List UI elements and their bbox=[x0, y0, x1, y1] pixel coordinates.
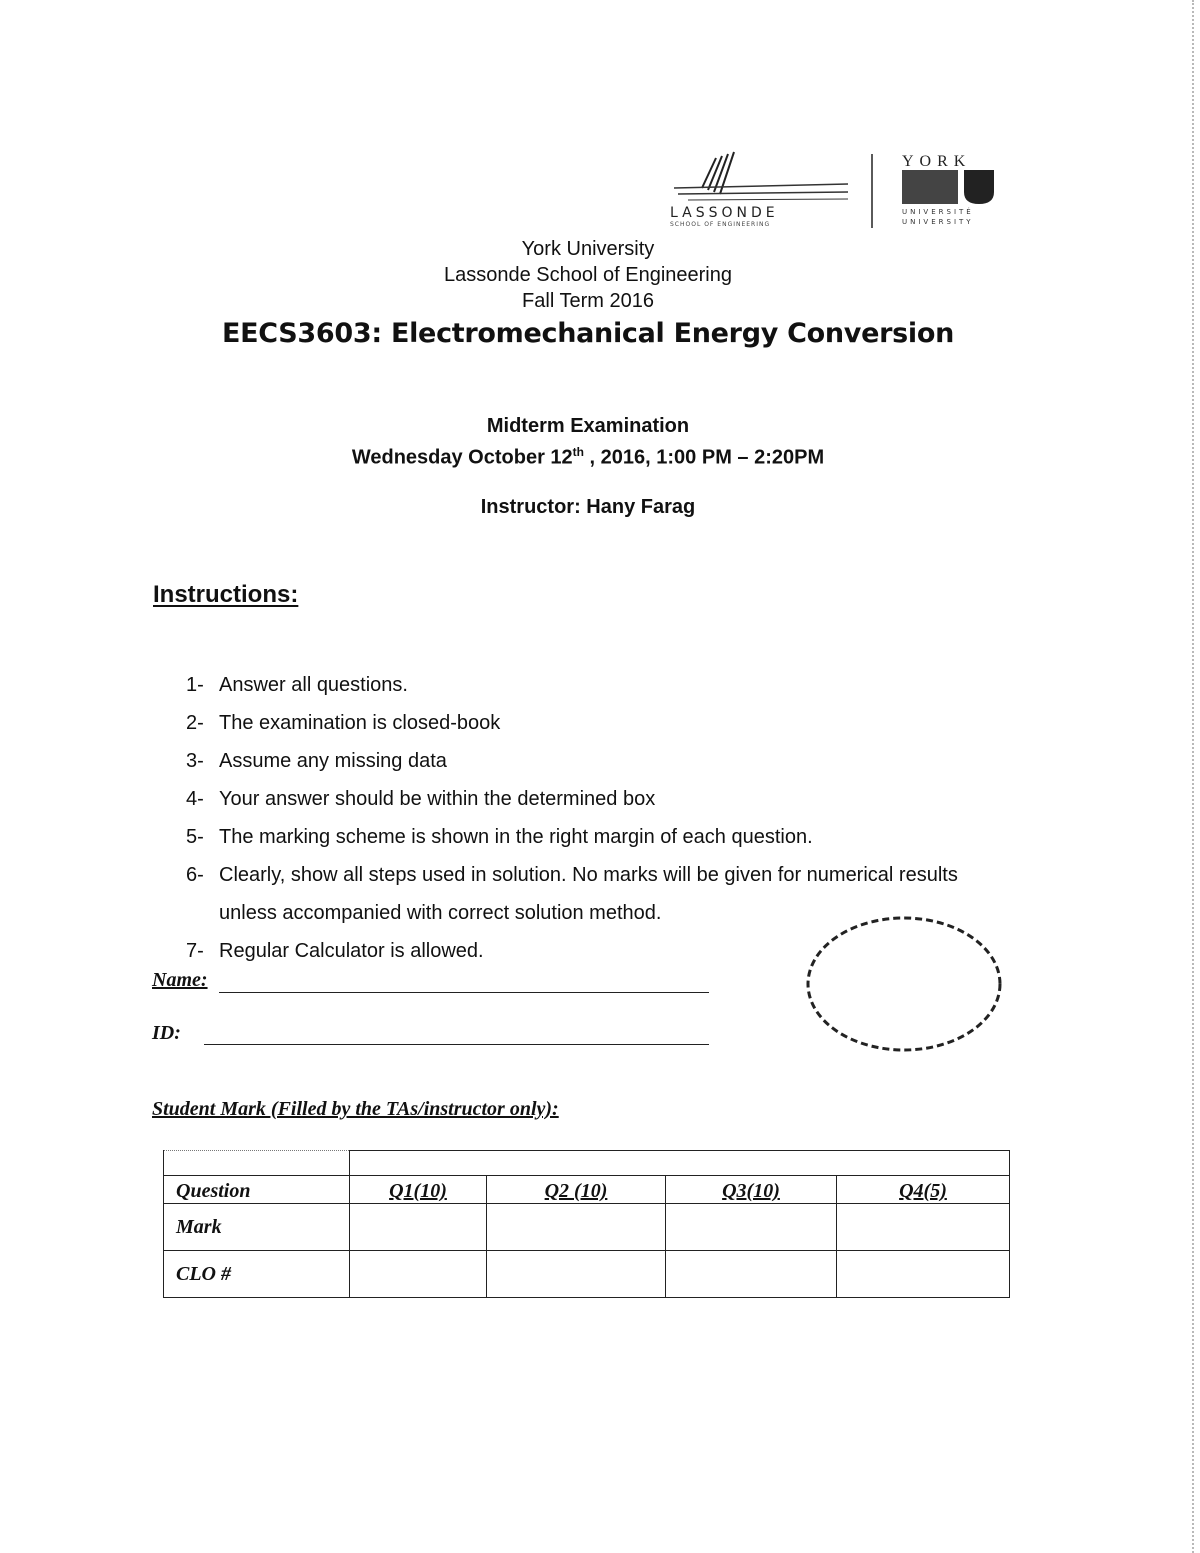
mark-cell[interactable] bbox=[666, 1204, 837, 1251]
exam-info bbox=[0, 413, 1176, 471]
question-header: Q3(10) bbox=[666, 1176, 837, 1204]
course-title: EECS3603: Electromechanical Energy Conversion bbox=[221, 318, 955, 349]
item-number: 2- bbox=[186, 712, 204, 734]
item-text: The examination is closed-book bbox=[219, 712, 501, 734]
item-number: 3- bbox=[186, 750, 204, 772]
table-row bbox=[164, 1251, 1010, 1298]
instructions-heading: Instructions: bbox=[153, 581, 299, 608]
stamp-oval bbox=[804, 914, 1004, 1054]
exam-date-suffix: , 2016, 1:00 PM – 2:20PM bbox=[584, 446, 825, 469]
item-number: 7- bbox=[186, 940, 204, 962]
institution-line: York University bbox=[521, 238, 655, 260]
york-wordmark: YORK bbox=[902, 153, 972, 170]
name-field[interactable] bbox=[219, 992, 709, 993]
id-field[interactable] bbox=[204, 1044, 709, 1045]
york-subtext-1: UNIVERSITÉ bbox=[902, 208, 974, 216]
scan-edge bbox=[1188, 0, 1194, 1553]
row-label-mark: Mark bbox=[164, 1204, 350, 1251]
clo-cell[interactable] bbox=[837, 1251, 1010, 1298]
exam-type: Midterm Examination bbox=[486, 415, 690, 437]
item-number: 6- bbox=[186, 864, 204, 886]
clo-cell[interactable] bbox=[666, 1251, 837, 1298]
name-label: Name: bbox=[152, 969, 208, 991]
institution-block bbox=[0, 236, 1176, 314]
question-header: Q4(5) bbox=[837, 1176, 1010, 1204]
mark-table bbox=[163, 1150, 1010, 1298]
institution-line: Lassonde School of Engineering bbox=[444, 264, 732, 286]
mark-cell[interactable] bbox=[837, 1204, 1010, 1251]
exam-date-prefix: Wednesday October 12 bbox=[351, 446, 573, 469]
mark-cell[interactable] bbox=[487, 1204, 666, 1251]
item-text: Regular Calculator is allowed. bbox=[219, 940, 484, 962]
question-header: Q2 (10) bbox=[487, 1176, 666, 1204]
lassonde-logo bbox=[670, 152, 848, 228]
table-row bbox=[164, 1176, 1010, 1204]
lassonde-subtext: SCHOOL OF ENGINEERING bbox=[670, 221, 771, 228]
instructor: Instructor: Hany Farag bbox=[480, 496, 696, 518]
york-logo bbox=[902, 153, 994, 226]
exam-date-sup: th bbox=[572, 445, 584, 459]
mark-table-heading: Student Mark (Filled by the TAs/instructor only): bbox=[152, 1098, 559, 1120]
clo-cell[interactable] bbox=[350, 1251, 487, 1298]
table-cell bbox=[350, 1151, 1010, 1176]
list-item bbox=[186, 818, 986, 856]
mark-cell[interactable] bbox=[350, 1204, 487, 1251]
item-text: Your answer should be within the determined box bbox=[219, 788, 656, 810]
table-row bbox=[164, 1204, 1010, 1251]
item-number: 1- bbox=[186, 674, 204, 696]
list-item bbox=[186, 742, 986, 780]
item-number: 4- bbox=[186, 788, 204, 810]
question-header: Q1(10) bbox=[350, 1176, 487, 1204]
item-text: The marking scheme is shown in the right margin of each question. bbox=[219, 826, 813, 848]
id-label: ID: bbox=[152, 1022, 181, 1044]
item-number: 5- bbox=[186, 826, 204, 848]
item-text: Clearly, show all steps used in solution. No marks will be given for numerical results unless accompanied with correct solution method. bbox=[219, 864, 958, 924]
list-item bbox=[186, 780, 986, 818]
institution-line: Fall Term 2016 bbox=[522, 290, 654, 312]
row-label-clo: CLO # bbox=[164, 1251, 350, 1298]
lassonde-wordmark: LASSONDE bbox=[670, 205, 779, 221]
table-row bbox=[164, 1151, 1010, 1176]
item-text: Assume any missing data bbox=[219, 750, 447, 772]
row-label-question: Question bbox=[164, 1176, 350, 1204]
table-cell bbox=[164, 1151, 350, 1176]
list-item bbox=[186, 704, 986, 742]
york-subtext-2: UNIVERSITY bbox=[902, 218, 974, 226]
university-logos bbox=[668, 150, 1008, 230]
exam-date bbox=[0, 439, 1176, 471]
item-text: Answer all questions. bbox=[219, 674, 408, 696]
list-item bbox=[186, 666, 986, 704]
clo-cell[interactable] bbox=[487, 1251, 666, 1298]
